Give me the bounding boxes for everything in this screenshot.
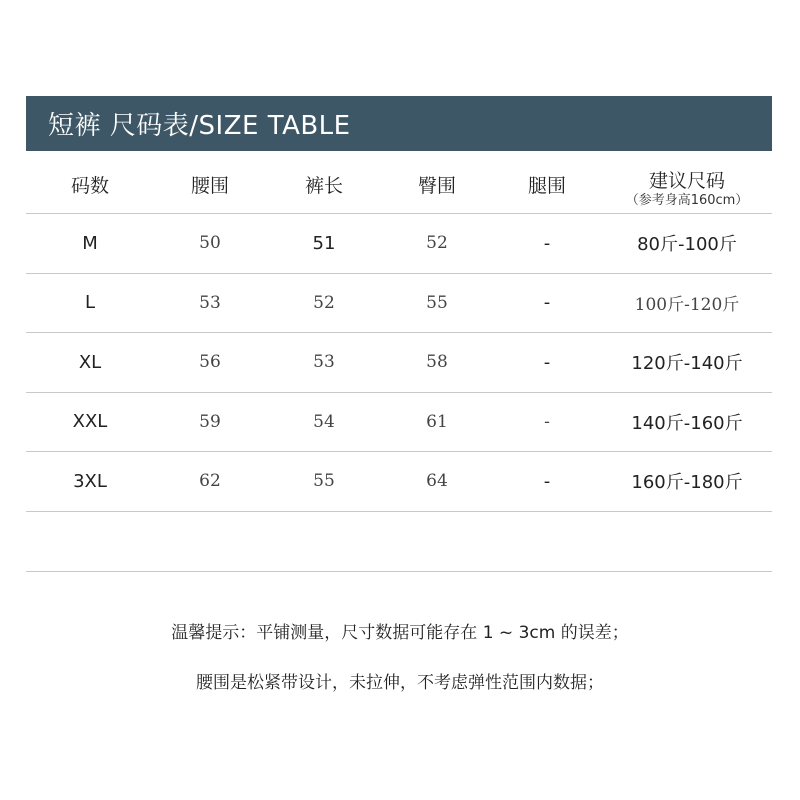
header-recommended-stack bbox=[626, 171, 749, 208]
cell-recommended: 80斤-100斤 bbox=[637, 234, 737, 256]
cell-waist: 56 bbox=[199, 352, 221, 373]
header-length: 裤长 bbox=[304, 175, 343, 197]
header-height-note: （参考身高160cm） bbox=[625, 192, 749, 208]
cell-size: L bbox=[84, 292, 96, 314]
cell-thigh: - bbox=[543, 351, 551, 373]
cell-size: XL bbox=[78, 351, 102, 373]
cell-length: 54 bbox=[313, 411, 335, 432]
cell-hip: 64 bbox=[426, 471, 448, 492]
cell-recommended: 100斤-120斤 bbox=[634, 295, 740, 316]
cell-thigh: - bbox=[544, 411, 550, 432]
header-waist: 腰围 bbox=[190, 175, 229, 197]
cell-size: 3XL bbox=[73, 470, 107, 492]
page-title: 短裤 尺码表/SIZE TABLE bbox=[48, 111, 351, 141]
cell-recommended: 120斤-140斤 bbox=[631, 353, 743, 375]
table-empty-row bbox=[26, 512, 772, 572]
table-row bbox=[26, 214, 772, 274]
title-bar bbox=[26, 96, 772, 151]
cell-waist: 50 bbox=[199, 233, 221, 254]
cell-length: 53 bbox=[313, 352, 335, 373]
cell-hip: 55 bbox=[426, 292, 448, 313]
table-row bbox=[26, 452, 772, 512]
cell-length: 55 bbox=[313, 471, 335, 492]
cell-length: 52 bbox=[313, 292, 335, 313]
header-recommended bbox=[602, 151, 772, 213]
header-hip: 臀围 bbox=[417, 175, 456, 197]
table-header-row bbox=[26, 151, 772, 214]
table-row bbox=[26, 393, 772, 453]
header-thigh: 腿围 bbox=[527, 175, 566, 197]
table-row bbox=[26, 274, 772, 334]
table-row bbox=[26, 333, 772, 393]
cell-thigh: - bbox=[543, 470, 551, 492]
note-waistband: 腰围是松紧带设计，未拉伸，不考虑弹性范围内数据； bbox=[196, 673, 604, 693]
cell-waist: 62 bbox=[199, 471, 221, 492]
header-size: 码数 bbox=[70, 175, 109, 197]
notes-section bbox=[0, 618, 800, 698]
cell-size: M bbox=[82, 232, 98, 254]
size-table bbox=[26, 151, 772, 572]
cell-hip: 52 bbox=[426, 233, 448, 254]
cell-waist: 59 bbox=[199, 411, 221, 432]
cell-hip: 61 bbox=[426, 411, 448, 432]
cell-thigh: - bbox=[543, 232, 551, 254]
header-recommended-label: 建议尺码 bbox=[648, 170, 725, 192]
cell-waist: 53 bbox=[199, 292, 221, 313]
cell-recommended: 140斤-160斤 bbox=[631, 412, 743, 434]
cell-recommended: 160斤-180斤 bbox=[631, 472, 743, 494]
note-measurement: 温馨提示：平铺测量，尺寸数据可能存在 1 ~ 3cm 的误差； bbox=[171, 623, 629, 643]
cell-thigh: - bbox=[543, 292, 551, 314]
cell-hip: 58 bbox=[426, 352, 448, 373]
cell-length: 51 bbox=[312, 232, 336, 254]
cell-size: XXL bbox=[72, 411, 108, 433]
